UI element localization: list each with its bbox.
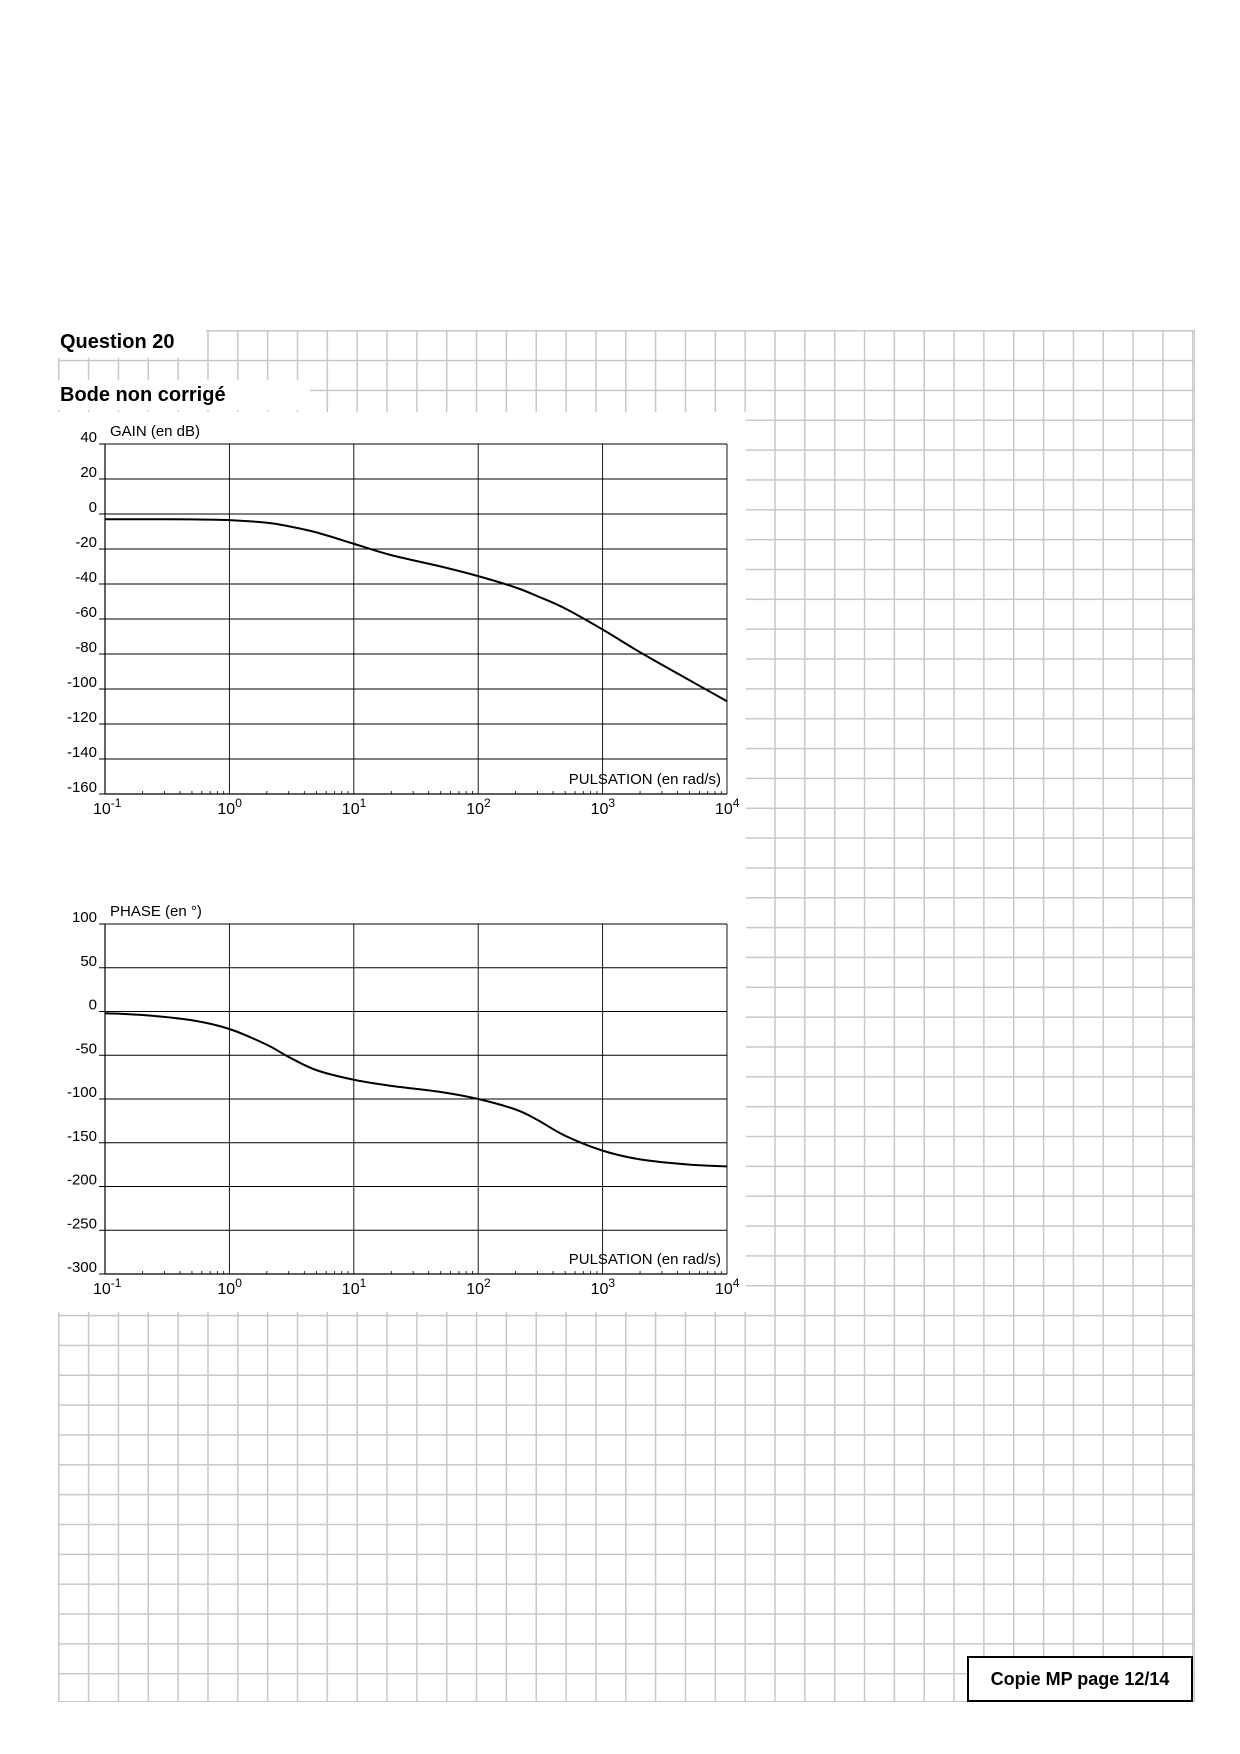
x-tick-base: 10: [217, 1281, 236, 1298]
x-tick-label: [342, 1276, 367, 1298]
x-tick-base: 10: [93, 1281, 111, 1298]
question-title: Question 20: [60, 331, 175, 353]
page-subtitle: Bode non corrigé: [60, 384, 226, 406]
y-tick-label: -120: [66, 709, 97, 726]
y-tick-label: 40: [80, 429, 97, 446]
x-axis-label: PULSATION (en rad/s): [568, 771, 721, 788]
y-tick-label: 20: [80, 464, 97, 481]
phase-chart: [55, 898, 755, 1308]
y-tick-label: -250: [66, 1215, 97, 1233]
x-tick-label: [591, 796, 616, 818]
y-tick-label: -60: [75, 604, 97, 621]
x-tick-base: 10: [590, 1281, 609, 1298]
x-tick-label: [217, 796, 242, 818]
y-tick-label: 50: [80, 952, 97, 970]
x-tick-base: 10: [217, 801, 236, 818]
x-tick-exponent: 1: [359, 1276, 367, 1290]
x-tick-exponent: 1: [359, 796, 367, 810]
y-tick-label: -160: [66, 779, 97, 796]
x-tick-base: 10: [93, 801, 111, 818]
x-tick-exponent: 4: [732, 796, 740, 810]
y-tick-label: -200: [66, 1171, 97, 1189]
x-tick-exponent: 2: [483, 1276, 491, 1290]
x-tick-base: 10: [341, 1281, 360, 1298]
x-tick-base: 10: [466, 801, 484, 818]
x-tick-label: [342, 796, 367, 818]
x-tick-exponent: 3: [608, 1276, 616, 1290]
y-tick-label: 0: [88, 499, 97, 516]
y-tick-label: -140: [66, 744, 97, 761]
x-tick-label: [217, 1276, 242, 1298]
y-tick-label: -150: [66, 1127, 97, 1145]
x-tick-base: 10: [715, 1281, 733, 1298]
y-tick-label: -300: [66, 1259, 97, 1276]
x-tick-exponent: -1: [110, 1276, 122, 1290]
x-axis-label: PULSATION (en rad/s): [568, 1251, 721, 1268]
y-tick-label: 0: [88, 996, 97, 1014]
x-tick-label: [715, 796, 740, 818]
x-tick-exponent: 3: [608, 796, 616, 810]
x-tick-exponent: 2: [483, 796, 491, 810]
x-tick-label: [466, 796, 491, 818]
y-axis-label: PHASE (en °): [110, 903, 202, 920]
y-tick-label: -50: [75, 1040, 97, 1058]
x-tick-exponent: 0: [235, 796, 242, 810]
y-tick-label: 100: [71, 909, 97, 926]
y-tick-label: -40: [75, 569, 97, 586]
x-tick-base: 10: [341, 801, 360, 818]
page-footer: Copie MP page 12/14: [990, 1668, 1170, 1689]
series-line-0: [105, 1013, 727, 1166]
x-tick-label: [93, 1276, 122, 1298]
x-tick-base: 10: [715, 801, 733, 818]
y-tick-label: -80: [75, 639, 97, 656]
y-tick-label: -20: [75, 534, 97, 551]
x-tick-exponent: -1: [110, 796, 122, 810]
x-tick-exponent: 0: [235, 1276, 242, 1290]
x-tick-base: 10: [466, 1281, 484, 1298]
x-tick-exponent: 4: [732, 1276, 740, 1290]
y-tick-label: -100: [66, 1084, 97, 1101]
y-tick-label: -100: [66, 674, 97, 691]
x-tick-label: [466, 1276, 491, 1298]
x-tick-label: [591, 1276, 616, 1298]
x-tick-label: [715, 1276, 740, 1298]
series-line-0: [105, 519, 727, 701]
gain-chart: [55, 418, 755, 828]
x-tick-base: 10: [590, 801, 609, 818]
page-footer-box: [967, 1656, 1193, 1702]
y-axis-label: GAIN (en dB): [110, 423, 201, 440]
x-tick-label: [93, 796, 122, 818]
